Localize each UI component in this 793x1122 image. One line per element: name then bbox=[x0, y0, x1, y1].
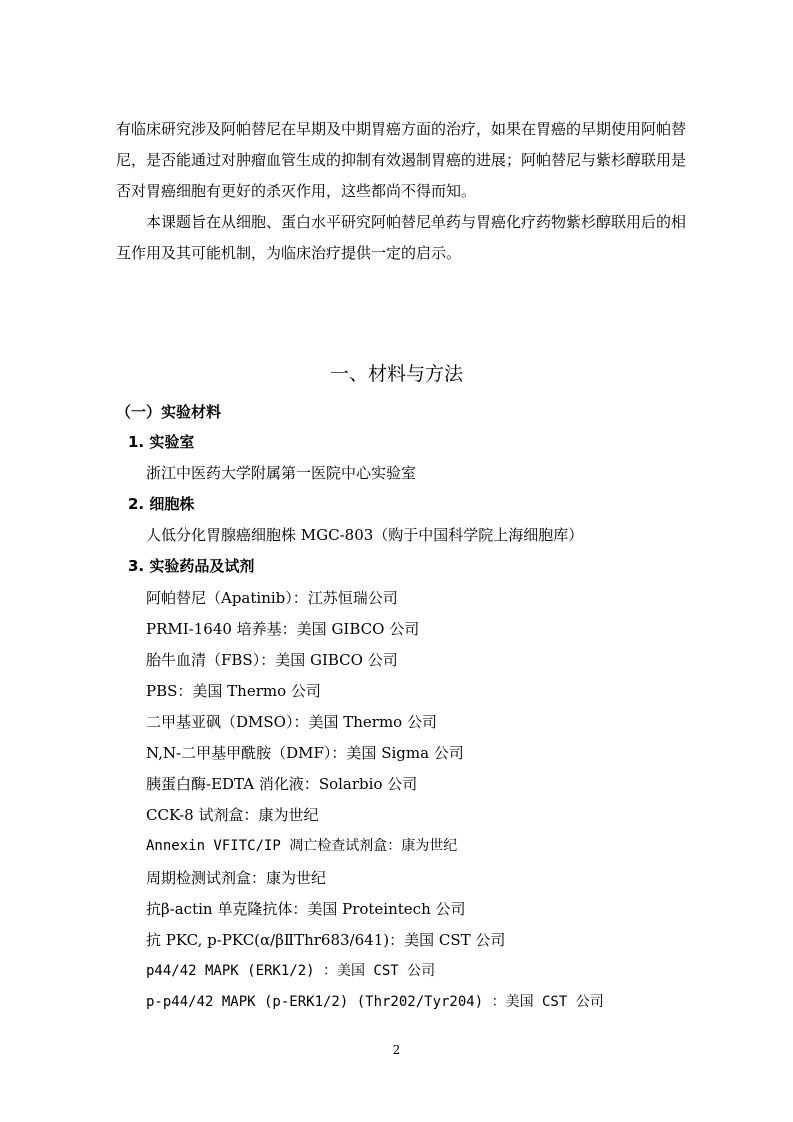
item-content-lab: 浙江中医药大学附属第一医院中心实验室 bbox=[146, 464, 417, 482]
reagent-line: N,N-二甲基甲酰胺（DMF）：美国 Sigma 公司 bbox=[146, 744, 464, 762]
paragraph1-line: 否对胃癌细胞有更好的杀灭作用，这些都尚不得而知。 bbox=[116, 182, 477, 200]
item-heading-reagents: 3. 实验药品及试剂 bbox=[128, 557, 255, 575]
item-heading-cell-line: 2. 细胞株 bbox=[128, 495, 195, 513]
reagent-line: PBS：美国 Thermo 公司 bbox=[146, 682, 321, 700]
reagent-line: 二甲基亚砜（DMSO）：美国 Thermo 公司 bbox=[146, 713, 437, 731]
paragraph2-line: 互作用及其可能机制，为临床治疗提供一定的启示。 bbox=[116, 244, 462, 262]
reagent-line: 周期检测试剂盒：康为世纪 bbox=[146, 869, 327, 887]
paragraph1-line: 尼，是否能通过对肿瘤血管生成的抑制有效遏制胃癌的进展；阿帕替尼与紫杉醇联用是 bbox=[116, 151, 687, 169]
reagent-line: Annexin VFITC/IP 凋亡检查试剂盒：康为世纪 bbox=[146, 838, 458, 854]
page-number: 2 bbox=[392, 1043, 401, 1057]
reagent-line: 胰蛋白酶-EDTA 消化液：Solarbio 公司 bbox=[146, 775, 418, 793]
reagent-line: p44/42 MAPK (ERK1/2) ：美国 CST 公司 bbox=[146, 963, 436, 979]
reagent-line: 抗 PKC, p-PKC(α/βⅡThr683/641)：美国 CST 公司 bbox=[146, 931, 506, 949]
subsection-heading: （一）实验材料 bbox=[116, 403, 222, 421]
reagent-line: CCK-8 试剂盒：康为世纪 bbox=[146, 806, 319, 824]
reagent-line: 阿帕替尼（Apatinib）：江苏恒瑞公司 bbox=[146, 589, 398, 607]
reagent-line: PRMI-1640 培养基：美国 GIBCO 公司 bbox=[146, 620, 420, 638]
item-content-cell-line: 人低分化胃腺癌细胞株 MGC-803（购于中国科学院上海细胞库） bbox=[146, 526, 584, 544]
reagent-line: 胎牛血清（FBS）：美国 GIBCO 公司 bbox=[146, 651, 398, 669]
reagent-line: 抗β-actin 单克隆抗体：美国 Proteintech 公司 bbox=[146, 900, 466, 918]
section-title: 一、材料与方法 bbox=[329, 363, 463, 385]
item-heading-lab: 1. 实验室 bbox=[128, 433, 195, 451]
paragraph2-line: 本课题旨在从细胞、蛋白水平研究阿帕替尼单药与胃癌化疗药物紫杉醇联用后的相 bbox=[146, 213, 687, 231]
paragraph1-line: 有临床研究涉及阿帕替尼在早期及中期胃癌方面的治疗，如果在胃癌的早期使用阿帕替 bbox=[116, 120, 687, 138]
reagent-line: p-p44/42 MAPK (p-ERK1/2) (Thr202/Tyr204) ：美国 CST 公司 bbox=[146, 994, 604, 1010]
